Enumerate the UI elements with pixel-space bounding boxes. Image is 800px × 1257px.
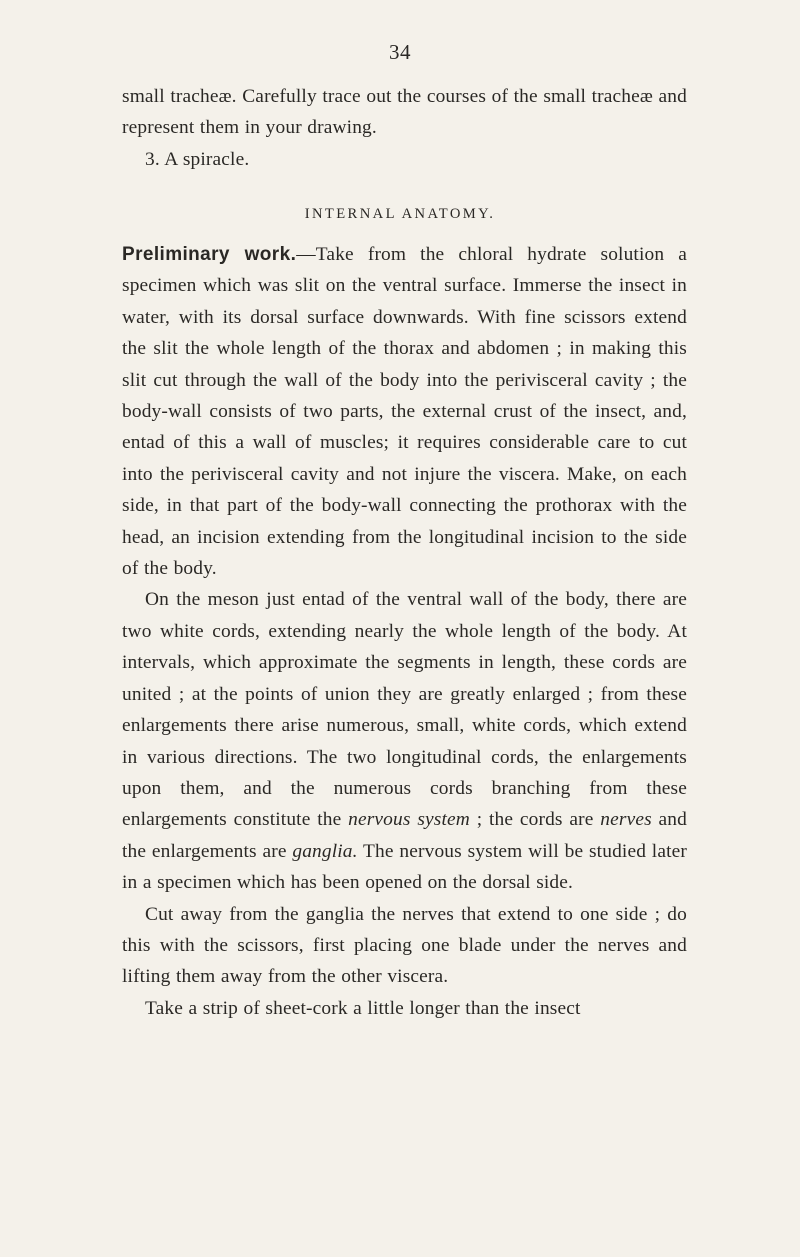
term-nerves: nerves	[600, 809, 652, 831]
meson-paragraph	[122, 584, 687, 898]
section-heading: INTERNAL ANATOMY.	[304, 206, 496, 222]
preliminary-lead-in: Preliminary work.	[122, 244, 297, 265]
term-ganglia: ganglia.	[292, 840, 358, 862]
meson-text-3: and the enlargements are	[122, 809, 687, 862]
list-item-spiracle: 3. A spiracle.	[145, 148, 250, 170]
continuation-paragraph: small tracheæ. Carefully trace out the courses of the small tracheæ and represent them in your drawing.	[122, 86, 687, 139]
page-number: 34	[389, 40, 411, 64]
term-nervous-system: nervous system	[348, 809, 470, 831]
preliminary-paragraph	[122, 239, 687, 584]
continuation-block	[122, 81, 687, 175]
meson-text-2: ; the cords are	[476, 809, 601, 831]
meson-text-4: The nervous system will be studied later in a specimen which has been opened on the dorsal side.	[122, 840, 687, 894]
meson-text-1: On the meson just entad of the ventral wall of the body, there are two white cords, extending nearly the whole length of the body. At intervals, which approximate the segments in length, these cords are united ; at the points of union they are greatly enlarged ; from these enlargements there arise numerous, small, white cords, which extend in various directions. The two longitudinal cords, the enlargements upon them, and the numerous cords branching from these enlargements constitute the	[122, 589, 687, 831]
main-text-block	[122, 239, 687, 1024]
em-dash: —	[296, 244, 316, 265]
cut-paragraph: Cut away from the ganglia the nerves that extend to one side ; do this with the scissors, first placing one blade under the nerves and lifting them away from the other viscera.	[122, 903, 687, 988]
strip-paragraph: Take a strip of sheet-cork a little longer than the insect	[145, 997, 581, 1019]
preliminary-body: Take from the chloral hydrate solution a specimen which was slit on the ventral surface. Immerse the insect in water, with its dorsal surface downwards. With fine scissors extend the slit the whole length of the thorax and abdomen ; in making this slit cut through the wall of the body into the perivisceral cavity ; the body-wall consists of two parts, the external crust of the insect, and, entad of this a wall of muscles; it requires considerable care to cut into the perivisceral cavity and not injure the viscera. Make, on each side, in that part of the body-wall connecting the prothorax with the head, an incision extending from the longitudinal incision to the side of the body.	[122, 244, 687, 580]
